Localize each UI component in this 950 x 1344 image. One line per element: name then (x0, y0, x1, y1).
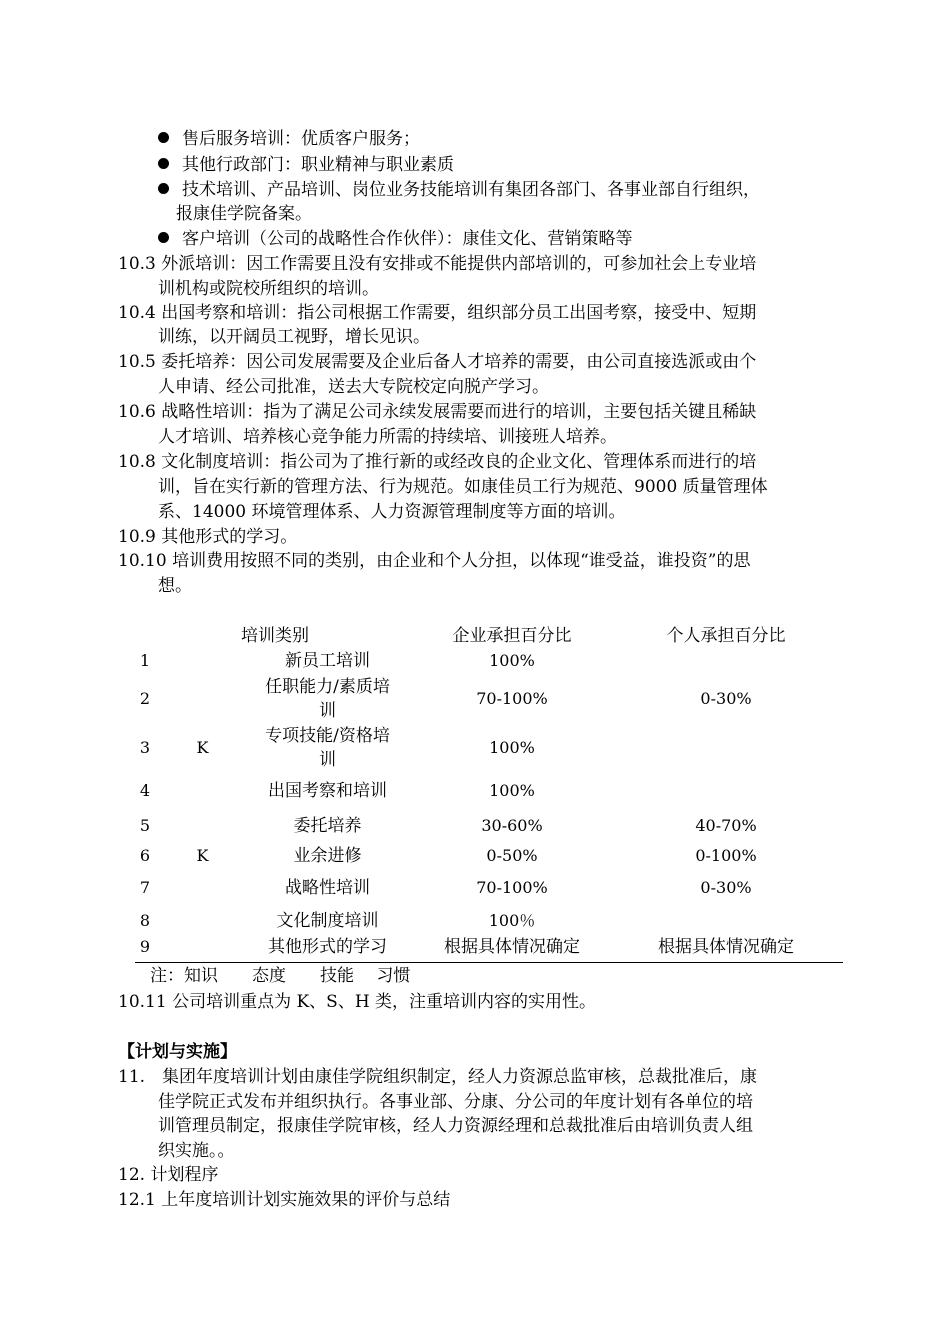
table-cell-number: 8 (139, 911, 151, 930)
bullet-item (158, 226, 633, 252)
table-cell-personal: 0-30% (700, 689, 752, 708)
item-10-5-cont: 人申请、经公司批准，送去大专院校定向脱产学习。 (158, 377, 549, 397)
item-11-cont3: 织实施。。 (158, 1141, 235, 1161)
table-cell-category: 出国考察和培训 (268, 781, 387, 801)
table-cell-category: 任职能力/素质培 (265, 677, 390, 697)
table-cell-personal: 0-30% (700, 878, 752, 897)
item-11-cont: 佳学院正式发布并组织执行。各事业部、分康、分公司的年度计划有各单位的培 (158, 1092, 753, 1112)
bullet-item (158, 126, 420, 152)
item-10-3-cont: 训机构或院校所组织的培训。 (158, 279, 379, 299)
bullet-text-continuation: 报康佳学院备案。 (176, 204, 312, 224)
table-cell-number: 6 (139, 846, 151, 865)
table-cell-company: 100％ (488, 911, 536, 930)
table-cell-personal: 40-70% (695, 816, 757, 835)
table-cell-category-cont: 训 (319, 750, 336, 770)
item-10-5: 10.5 委托培养：因公司发展需要及企业后备人才培养的需要，由公司直接选派或由个 (118, 352, 757, 372)
table-cell-personal: 根据具体情况确定 (658, 937, 794, 957)
table-cell-category: 新员工培训 (285, 651, 370, 671)
table-cell-number: 2 (139, 689, 151, 708)
bullet-text: 技术培训、产品培训、岗位业务技能培训有集团各部门、各事业部自行组织， (182, 180, 760, 200)
table-cell-tag: K (196, 738, 209, 757)
table-cell-company: 100% (489, 738, 535, 757)
item-10-3: 10.3 外派培训：因工作需要且没有安排或不能提供内部培训的，可参加社会上专业培 (118, 254, 757, 274)
table-cell-number: 3 (139, 738, 151, 757)
table-cell-category: 委托培养 (293, 816, 362, 836)
table-cell-category: 其他形式的学习 (268, 937, 387, 957)
table-cell-company: 0-50% (486, 846, 538, 865)
section-title: 【计划与实施】 (118, 1042, 237, 1062)
table-cell-company: 100% (489, 781, 535, 800)
item-10-4: 10.4 出国考察和培训：指公司根据工作需要，组织部分员工出国考察，接受中、短期 (118, 303, 757, 323)
table-cell-number: 9 (139, 937, 151, 956)
table-cell-company: 100% (489, 651, 535, 670)
bullet-dot-icon (158, 158, 169, 169)
table-cell-personal: 0-100% (695, 846, 757, 865)
item-12-1: 12.1 上年度培训计划实施效果的评价与总结 (118, 1190, 451, 1210)
bullet-dot-icon (158, 232, 169, 243)
item-10-6-cont: 人才培训、培养核心竞争能力所需的持续培、训接班人培养。 (158, 427, 617, 447)
table-cell-number: 1 (139, 651, 151, 670)
bullet-dot-icon (158, 183, 169, 194)
table-cell-number: 5 (139, 816, 151, 835)
table-header-personal: 个人承担百分比 (666, 626, 786, 646)
item-10-10: 10.10 培训费用按照不同的类别，由企业和个人分担，以体现“谁受益，谁投资”的思 (118, 551, 751, 571)
table-cell-company: 30-60% (481, 816, 543, 835)
item-10-8-cont: 训，旨在实行新的管理方法、行为规范。如康佳员工行为规范、9000 质量管理体 (158, 477, 768, 497)
item-10-8: 10.8 文化制度培训：指公司为了推行新的或经改良的企业文化、管理体系而进行的培 (118, 452, 757, 472)
table-header-category: 培训类别 (241, 626, 309, 646)
bullet-item (158, 152, 454, 178)
table-cell-tag: K (196, 846, 209, 865)
table-cell-number: 7 (139, 878, 151, 897)
table-bottom-rule (135, 962, 843, 963)
item-12: 12. 计划程序 (118, 1165, 219, 1185)
table-cell-category: 文化制度培训 (276, 911, 379, 931)
item-10-4-cont: 训练，以开阔员工视野，增长见识。 (158, 327, 430, 347)
table-cell-category: 专项技能/资格培 (265, 726, 390, 746)
item-10-10-cont: 想。 (158, 576, 192, 596)
table-cell-company: 根据具体情况确定 (444, 937, 580, 957)
bullet-item (158, 177, 760, 203)
item-10-11: 10.11 公司培训重点为 K、S、H 类，注重培训内容的实用性。 (118, 992, 597, 1012)
table-cell-number: 4 (139, 781, 151, 800)
table-cell-category: 战略性培训 (285, 878, 370, 898)
item-10-6: 10.6 战略性培训：指为了满足公司永续发展需要而进行的培训，主要包括关键且稀缺 (118, 402, 757, 422)
bullet-text: 其他行政部门：职业精神与职业素质 (182, 155, 454, 175)
table-cell-category: 业余进修 (293, 846, 362, 866)
bullet-dot-icon (158, 132, 169, 143)
item-11-cont2: 训管理员制定，报康佳学院审核，经人力资源经理和总裁批准后由培训负责人组 (158, 1116, 753, 1136)
table-header-company: 企业承担百分比 (452, 626, 572, 646)
item-10-9: 10.9 其他形式的学习。 (118, 527, 298, 547)
item-11: 11. 集团年度培训计划由康佳学院组织制定，经人力资源总监审核，总裁批准后，康 (118, 1067, 758, 1087)
item-10-8-cont2: 系、14000 环境管理体系、人力资源管理制度等方面的培训。 (158, 502, 626, 522)
table-cell-category-cont: 训 (319, 701, 336, 721)
bullet-text: 售后服务培训：优质客户服务； (182, 129, 420, 149)
table-cell-company: 70-100% (476, 689, 548, 708)
table-cell-company: 70-100% (476, 878, 548, 897)
bullet-text: 客户培训（公司的战略性合作伙伴）：康佳文化、营销策略等 (182, 229, 633, 249)
table-note: 注：知识 态度 技能 习惯 (150, 966, 411, 986)
